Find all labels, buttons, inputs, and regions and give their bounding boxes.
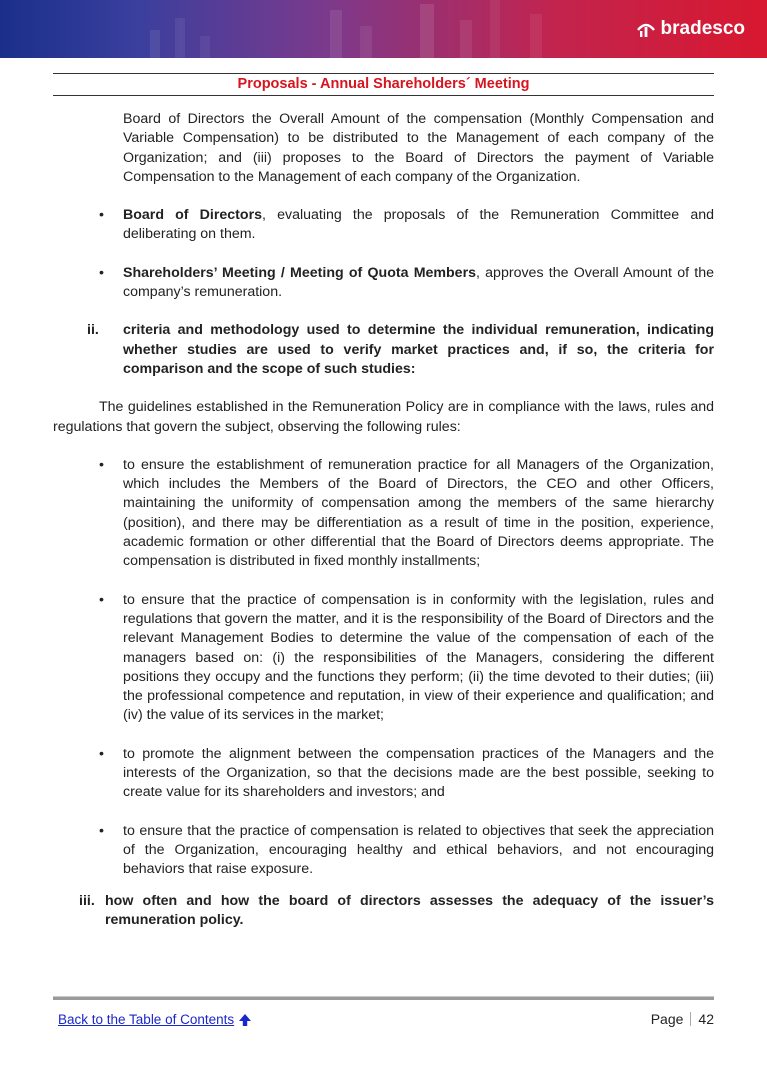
guidelines-paragraph: The guidelines established in the Remuneration Policy are in compliance with the laws, rules and regulations that govern the subject, observing the following rules: (53, 399, 714, 435)
bullet-dot: • (99, 822, 104, 839)
back-to-toc-link[interactable] (58, 1012, 252, 1027)
item-number: ii. (87, 322, 99, 339)
bullet-text: to ensure that the practice of compensation is related to objectives that seek the appreciation of the Organization, encouraging healthy and ethical behaviors, and not encouraging behaviors that raise exposure. (123, 822, 714, 878)
bullet-bold-lead: Board of Directors (123, 207, 262, 224)
bradesco-tree-icon (635, 18, 657, 40)
page-number (651, 1011, 714, 1027)
item-heading-text: how often and how the board of directors assesses the adequacy of the issuer’s remuneration policy. (105, 892, 714, 928)
item-number: iii. (79, 892, 95, 909)
bullet-text: , approves the Overall Amount of the company’s remuneration. (123, 264, 714, 301)
bullet-text: to ensure that the practice of compensation is in conformity with the legislation, rules and regulations that govern the matter, and it is the responsibility of the Board of Directors and the relevant Management Bodies to determine the value of the compensation of each of the managers based on: (i) the responsibilities of the Managers, considering the different positions they occupy and the functions they perform; (ii) the time devoted to their duties; (iii) the professional competence and reputation, in view of their experience and qualification; and (iv) the value of its services in the market; (123, 591, 714, 724)
list-item (99, 591, 714, 726)
header-rule-top (53, 73, 714, 74)
arrow-up-icon (238, 1013, 252, 1027)
section-item-ii (87, 321, 714, 379)
item-heading-text: criteria and methodology used to determine the individual remuneration, indicating whether studies are used to verify market practices and, if so, the criteria for comparison and the scope of such studies: (123, 322, 714, 377)
list-item (99, 456, 714, 572)
bullet-text: , evaluating the proposals of the Remuneration Committee and deliberating on them. (123, 207, 714, 243)
document-title: Proposals - Annual Shareholders´ Meeting (237, 76, 530, 92)
bullet-dot: • (99, 264, 104, 281)
bullet-dot: • (99, 456, 104, 473)
bullet-text: to promote the alignment between the compensation practices of the Managers and the interests of the Organization, so that the decisions made are the best possible, seeking to create value for its shareholders and investors; and (123, 745, 714, 801)
page-label: Page (650, 1011, 684, 1027)
header-rule-bottom (53, 95, 714, 96)
list-item (99, 745, 714, 803)
bullet-dot: • (99, 745, 104, 762)
page-number-value: 42 (698, 1011, 714, 1027)
list-item (99, 206, 714, 245)
brand-name: bradesco (660, 18, 745, 39)
bradesco-logo (635, 18, 745, 40)
header-banner (0, 0, 767, 58)
back-to-toc-label: Back to the Table of Contents (58, 1012, 235, 1027)
section-item-iii (79, 892, 714, 931)
main-content (53, 110, 714, 930)
bullet-bold-lead: Shareholders’ Meeting / Meeting of Quota Members (123, 264, 476, 281)
bullet-text: to ensure the establishment of remuneration practice for all Managers of the Organization, which includes the Members of the Board of Directors, the CEO and other Officers, maintaining the uniformity of compensation among the members of the same hierarchy (position), and there may be differentiation as a result of time in the position, experience, academic formation or other differential that the Board of Directors deems appropriate. The compensation is distributed in fixed monthly installments; (123, 456, 714, 570)
list-item (99, 822, 714, 880)
continuation-paragraph: Board of Directors the Overall Amount of the compensation (Monthly Compensation and Variable Compensation) to be distributed to the Management of each company of the Organization; and (iii) proposes to the Board of Directors the payment of Variable Compensation to the Management of each company of the Organization. (123, 111, 714, 185)
footer-rule (53, 996, 714, 1000)
bullet-dot: • (99, 591, 104, 608)
bullet-dot: • (99, 207, 104, 224)
page-separator (690, 1012, 691, 1026)
list-item (99, 264, 714, 303)
